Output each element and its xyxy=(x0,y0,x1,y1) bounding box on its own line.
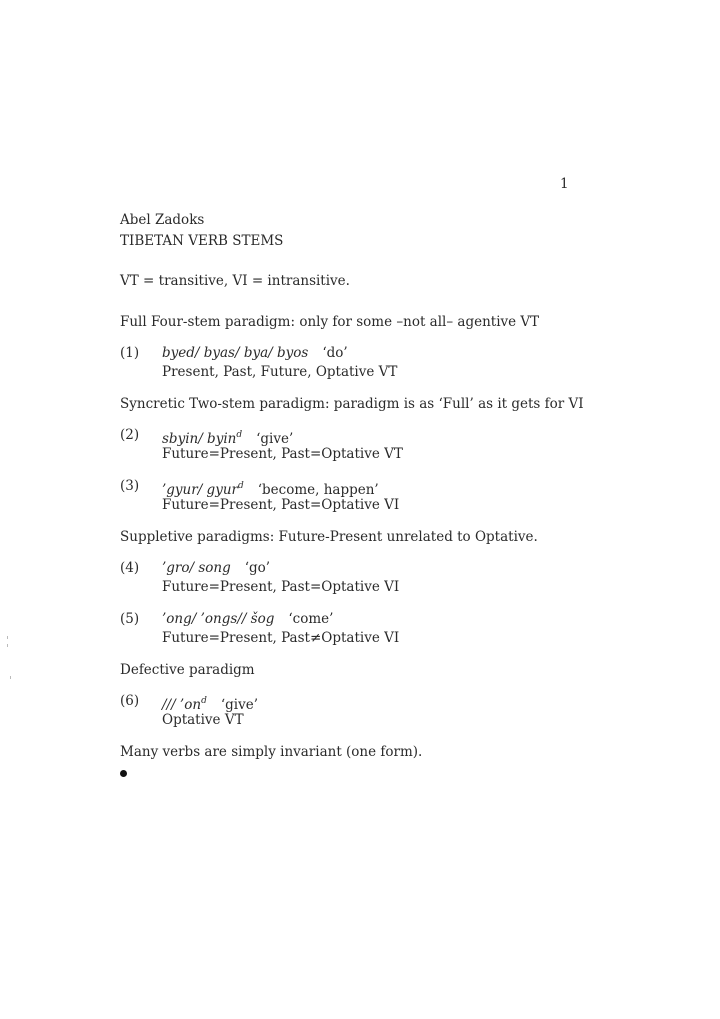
example-description: Future=Present, Past=Optative VI xyxy=(162,497,400,513)
example-gloss: ‘give’ xyxy=(220,697,258,713)
bullet-point xyxy=(120,770,127,777)
example-forms-line xyxy=(162,560,270,576)
example-description: Future=Present, Past≠Optative VI xyxy=(162,630,400,646)
example-gloss: ‘give’ xyxy=(256,431,294,447)
example-gloss: ‘become, happen’ xyxy=(257,482,379,498)
example-description: Future=Present, Past=Optative VT xyxy=(162,446,403,462)
example-superscript: d xyxy=(201,696,207,706)
example-forms: sbyin/ byin xyxy=(162,431,237,447)
closing-remark: Many verbs are simply invariant (one form). xyxy=(120,744,423,760)
section-syncretic-heading: Syncretic Two-stem paradigm: paradigm is as ‘Full’ as it gets for VI xyxy=(120,396,584,412)
example-description: Future=Present, Past=Optative VI xyxy=(162,579,400,595)
example-forms-line xyxy=(162,478,379,498)
page-number: 1 xyxy=(560,176,569,192)
section-suppletive-heading: Suppletive paradigms: Future-Present unrelated to Optative. xyxy=(120,529,538,545)
example-forms-line xyxy=(162,345,348,361)
example-forms-line xyxy=(162,611,333,627)
section-defective-heading: Defective paradigm xyxy=(120,662,255,678)
example-gloss: ‘come’ xyxy=(288,611,334,627)
example-superscript: d xyxy=(236,430,243,440)
section-full-heading: Full Four-stem paradigm: only for some –not all– agentive VT xyxy=(120,314,540,330)
example-forms: ’ong/ ’ongs// šog xyxy=(162,611,275,627)
example-superscript: d xyxy=(237,481,244,491)
example-gloss: ‘do’ xyxy=(322,345,348,361)
example-number: (5) xyxy=(120,611,140,627)
scan-speck xyxy=(10,676,11,679)
scan-speck xyxy=(7,636,8,639)
example-number: (6) xyxy=(120,693,140,709)
example-number: (4) xyxy=(120,560,140,576)
example-number: (2) xyxy=(120,427,140,443)
example-forms: ’gro/ song xyxy=(162,560,231,576)
example-forms: ’gyur/ gyur xyxy=(162,482,238,498)
abbreviation-line: VT = transitive, VI = intransitive. xyxy=(120,273,350,289)
example-number: (1) xyxy=(120,345,140,361)
document-title: TIBETAN VERB STEMS xyxy=(120,233,284,249)
example-forms-line xyxy=(162,427,293,447)
example-gloss: ‘go’ xyxy=(244,560,271,576)
example-description: Optative VT xyxy=(162,712,244,728)
example-forms-line xyxy=(162,693,258,713)
author-name: Abel Zadoks xyxy=(120,212,205,228)
scan-speck xyxy=(7,644,8,647)
example-description: Present, Past, Future, Optative VT xyxy=(162,364,398,380)
example-forms: /// ’on xyxy=(162,697,202,713)
example-forms: byed/ byas/ bya/ byos xyxy=(162,345,309,361)
example-number: (3) xyxy=(120,478,140,494)
